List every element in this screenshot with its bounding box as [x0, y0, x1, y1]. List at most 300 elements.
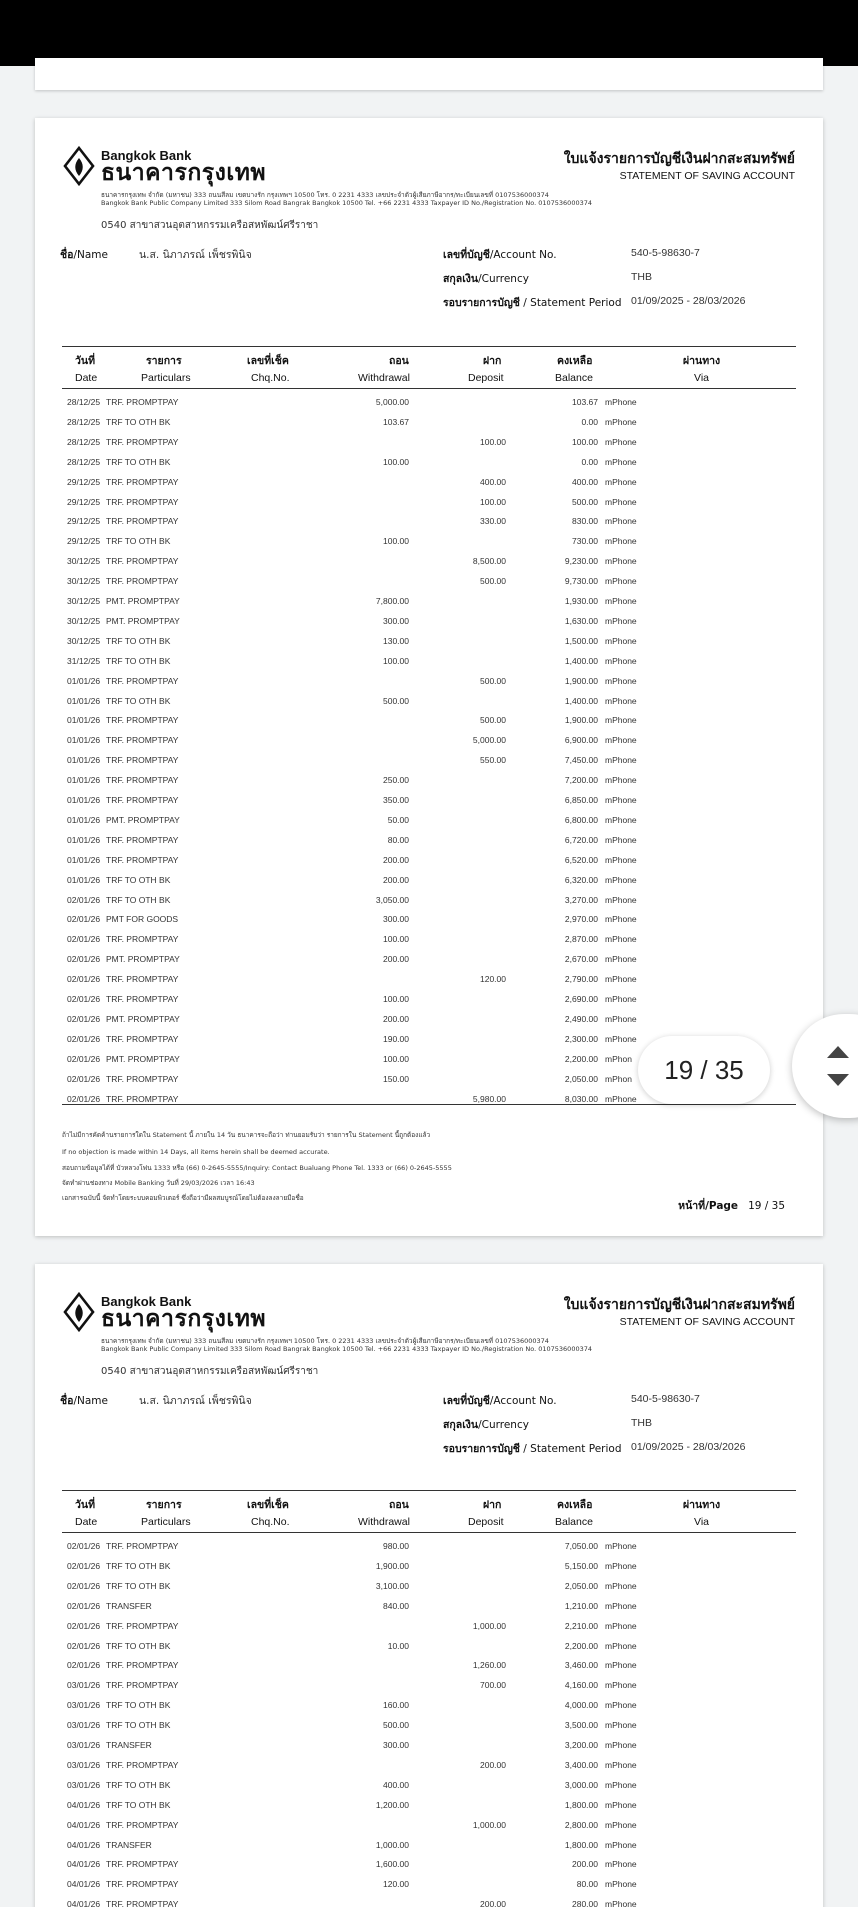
table-row: [62, 711, 796, 731]
row-date: 03/01/26: [67, 1700, 101, 1711]
row-date: 02/01/26: [67, 914, 101, 925]
row-via: mPhone: [605, 814, 637, 825]
table-row: [62, 1010, 796, 1030]
row-deposit: 8,500.00: [472, 556, 506, 567]
row-particulars: TRF. PROMPTPAY: [106, 1620, 179, 1631]
col-deposit-en: Deposit: [468, 372, 504, 384]
currency-value: THB: [631, 271, 652, 283]
row-withdrawal: 150.00: [383, 1073, 409, 1084]
table-row: [62, 572, 796, 592]
row-withdrawal: 300.00: [383, 1740, 409, 1750]
row-particulars: TRF. PROMPTPAY: [106, 1093, 179, 1104]
row-particulars: TRF TO OTH BK: [106, 416, 171, 427]
row-particulars: TRF TO OTH BK: [106, 695, 171, 706]
row-balance: 1,210.00: [564, 1600, 598, 1611]
row-particulars: TRF. PROMPTPAY: [106, 436, 179, 447]
statement-title-en: STATEMENT OF SAVING ACCOUNT: [619, 170, 795, 182]
row-particulars: TRF TO OTH BK: [106, 456, 171, 467]
row-via: mPhone: [605, 1541, 637, 1551]
row-balance: 3,500.00: [564, 1720, 598, 1731]
row-date: 30/12/25: [67, 576, 101, 587]
row-particulars: TRF. PROMPTPAY: [106, 715, 179, 726]
row-withdrawal: 100.00: [383, 1053, 409, 1064]
row-via: mPhone: [605, 854, 637, 865]
col-via-en: Via: [694, 1516, 709, 1528]
row-date: 02/01/26: [67, 934, 101, 945]
statement-period-value: 01/09/2025 - 28/03/2026: [631, 1441, 746, 1453]
table-row: [62, 791, 796, 811]
name-label: ชื่อ/Name: [60, 1395, 108, 1407]
row-via: mPhone: [605, 1680, 637, 1691]
account-no-value: 540-5-98630-7: [631, 1393, 700, 1405]
table-row: [62, 1716, 796, 1736]
row-deposit: 100.00: [480, 496, 506, 507]
row-withdrawal: 3,050.00: [375, 894, 409, 905]
currency-value: THB: [631, 1417, 652, 1429]
row-particulars: PMT. PROMPTPAY: [106, 1013, 180, 1024]
col-date-en: Date: [75, 372, 98, 384]
row-particulars: TRF. PROMPTPAY: [106, 1759, 179, 1770]
row-particulars: TRF. PROMPTPAY: [106, 556, 179, 567]
row-particulars: TRF. PROMPTPAY: [106, 994, 179, 1004]
row-deposit: 500.00: [480, 715, 506, 726]
row-date: 02/01/26: [67, 1053, 101, 1064]
table-bottom-line: [62, 1104, 796, 1105]
statement-period-label: รอบรายการบัญชี / Statement Period: [443, 297, 622, 309]
row-deposit: 5,980.00: [472, 1093, 506, 1104]
row-balance: 8,030.00: [564, 1093, 598, 1104]
row-particulars: TRF. PROMPTPAY: [106, 1859, 179, 1870]
row-date: 04/01/26: [67, 1899, 101, 1907]
row-deposit: 200.00: [480, 1899, 506, 1907]
row-withdrawal: 300.00: [383, 615, 409, 626]
table-row: [62, 532, 796, 552]
row-balance: 2,790.00: [564, 974, 598, 985]
row-date: 01/01/26: [67, 874, 101, 885]
row-balance: 9,230.00: [564, 556, 598, 567]
row-deposit: 550.00: [480, 755, 506, 766]
row-withdrawal: 80.00: [387, 834, 409, 845]
status-bar: [0, 0, 858, 66]
row-date: 02/01/26: [67, 1620, 101, 1631]
currency-label: สกุลเงิน/Currency: [443, 273, 529, 285]
row-withdrawal: 100.00: [383, 994, 409, 1004]
row-date: 04/01/26: [67, 1859, 101, 1870]
row-balance: 4,000.00: [564, 1700, 598, 1711]
row-date: 30/12/25: [67, 615, 101, 626]
table-row: [62, 970, 796, 990]
bank-address-th: ธนาคารกรุงเทพ จำกัด (มหาชน) 333 ถนนสีลม เขตบางรัก กรุงเทพฯ 10500 โทร. 0 2231 4333 เลขประจำตัวผู้เสียภาษีอากร/ทะเบียนเลขที่ 0107536000374: [101, 1337, 549, 1345]
table-row: [62, 1577, 796, 1597]
account-holder-name: น.ส. นิภาภรณ์ เพ็ชรพินิจ: [139, 1395, 252, 1407]
row-particulars: TRF TO OTH BK: [106, 1779, 171, 1790]
row-via: mPhone: [605, 1620, 637, 1631]
row-via: mPhone: [605, 1759, 637, 1770]
row-withdrawal: 100.00: [383, 934, 409, 945]
row-date: 03/01/26: [67, 1779, 101, 1790]
row-date: 02/01/26: [67, 1660, 101, 1671]
table-row: [62, 632, 796, 652]
row-particulars: TRF TO OTH BK: [106, 894, 171, 905]
table-row: [62, 552, 796, 572]
row-deposit: 1,000.00: [472, 1620, 506, 1631]
col-particulars-th: รายการ: [146, 355, 182, 367]
row-withdrawal: 1,900.00: [375, 1560, 409, 1571]
row-withdrawal: 980.00: [383, 1541, 409, 1551]
col-via-th: ผ่านทาง: [683, 1499, 721, 1511]
row-particulars: TRF TO OTH BK: [106, 1700, 171, 1711]
col-balance-en: Balance: [555, 1516, 593, 1528]
row-withdrawal: 840.00: [383, 1600, 409, 1611]
row-via: mPhone: [605, 516, 637, 527]
col-deposit-en: Deposit: [468, 1516, 504, 1528]
row-balance: 103.67: [572, 397, 598, 407]
row-deposit: 500.00: [480, 576, 506, 587]
row-via: mPhone: [605, 1859, 637, 1870]
row-date: 02/01/26: [67, 1093, 101, 1104]
table-header-top-line: [62, 1490, 796, 1491]
table-row: [62, 1537, 796, 1557]
row-via: mPhone: [605, 1720, 637, 1731]
row-via: mPhone: [605, 397, 637, 407]
row-deposit: 700.00: [480, 1680, 506, 1691]
footer-line-3: สอบถามข้อมูลได้ที่ บัวหลวงโฟน 1333 หรือ (66) 0-2645-5555/Inquiry: Contact Bualuang Phone Tel. 1333 or (66) 0-2645-5555: [62, 1164, 452, 1172]
col-date-th: วันที่: [75, 1499, 95, 1511]
row-balance: 2,670.00: [564, 954, 598, 965]
row-balance: 280.00: [572, 1899, 598, 1907]
table-row: [62, 751, 796, 771]
row-date: 01/01/26: [67, 775, 101, 786]
row-date: 31/12/25: [67, 655, 101, 666]
row-date: 04/01/26: [67, 1799, 101, 1810]
row-via: mPhone: [605, 556, 637, 567]
table-row: [62, 1756, 796, 1776]
row-balance: 3,270.00: [564, 894, 598, 905]
row-particulars: TRF. PROMPTPAY: [106, 1541, 179, 1551]
row-particulars: TRF. PROMPTPAY: [106, 1819, 179, 1830]
row-deposit: 200.00: [480, 1759, 506, 1770]
row-via: mPhone: [605, 974, 637, 985]
row-via: mPhone: [605, 576, 637, 587]
row-particulars: PMT. PROMPTPAY: [106, 954, 180, 965]
row-date: 29/12/25: [67, 516, 101, 527]
row-date: 01/01/26: [67, 715, 101, 726]
row-via: mPhone: [605, 755, 637, 766]
table-row: [62, 592, 796, 612]
row-date: 02/01/26: [67, 894, 101, 905]
row-balance: 2,300.00: [564, 1033, 598, 1044]
row-balance: 3,460.00: [564, 1660, 598, 1671]
row-date: 03/01/26: [67, 1680, 101, 1691]
row-balance: 7,050.00: [564, 1541, 598, 1551]
row-withdrawal: 200.00: [383, 854, 409, 865]
bank-name-en: Bangkok Bank: [101, 148, 192, 163]
row-date: 02/01/26: [67, 1600, 101, 1611]
row-balance: 0.00: [581, 456, 598, 467]
row-particulars: TRF. PROMPTPAY: [106, 1899, 179, 1907]
row-via: mPhone: [605, 715, 637, 726]
row-particulars: TRF. PROMPTPAY: [106, 397, 179, 407]
row-withdrawal: 1,000.00: [375, 1839, 409, 1850]
row-balance: 6,320.00: [564, 874, 598, 885]
row-via: mPhone: [605, 1839, 637, 1850]
row-date: 02/01/26: [67, 1033, 101, 1044]
name-label: ชื่อ/Name: [60, 249, 108, 261]
row-particulars: TRANSFER: [106, 1839, 152, 1850]
table-row: [62, 910, 796, 930]
row-particulars: TRF. PROMPTPAY: [106, 576, 179, 587]
row-balance: 6,850.00: [564, 795, 598, 805]
table-row: [62, 811, 796, 831]
row-date: 29/12/25: [67, 536, 101, 547]
row-via: mPhone: [605, 436, 637, 447]
row-date: 01/01/26: [67, 735, 101, 746]
row-balance: 400.00: [572, 476, 598, 487]
scroll-down-arrow-icon: [827, 1074, 849, 1086]
col-deposit-th: ฝาก: [483, 1499, 502, 1511]
row-particulars: PMT. PROMPTPAY: [106, 1053, 180, 1064]
col-chq-th: เลขที่เช็ค: [247, 1499, 289, 1511]
branch-name: 0540 สาขาสวนอุตสาหกรรมเครือสหพัฒน์ศรีราชา: [101, 1366, 319, 1377]
row-via: mPhon: [605, 1073, 632, 1084]
row-withdrawal: 300.00: [383, 914, 409, 925]
row-via: mPhone: [605, 934, 637, 945]
row-balance: 3,400.00: [564, 1759, 598, 1770]
row-balance: 2,490.00: [564, 1013, 598, 1024]
row-via: mPhone: [605, 874, 637, 885]
row-balance: 6,720.00: [564, 834, 598, 845]
table-row: [62, 512, 796, 532]
col-withdrawal-th: ถอน: [389, 1499, 409, 1511]
row-withdrawal: 200.00: [383, 1013, 409, 1024]
row-date: 03/01/26: [67, 1759, 101, 1770]
branch-name: 0540 สาขาสวนอุตสาหกรรมเครือสหพัฒน์ศรีราชา: [101, 220, 319, 231]
row-particulars: TRF TO OTH BK: [106, 1720, 171, 1731]
row-deposit: 500.00: [480, 675, 506, 686]
bangkok-bank-logo-icon: [63, 1292, 95, 1332]
row-balance: 1,400.00: [564, 655, 598, 666]
row-via: mPhone: [605, 1779, 637, 1790]
row-date: 29/12/25: [67, 496, 101, 507]
row-via: mPhone: [605, 834, 637, 845]
col-date-en: Date: [75, 1516, 98, 1528]
row-withdrawal: 190.00: [383, 1033, 409, 1044]
row-date: 01/01/26: [67, 795, 101, 805]
table-row: [62, 1637, 796, 1657]
table-row: [62, 1676, 796, 1696]
row-balance: 7,200.00: [564, 775, 598, 786]
table-row: [62, 672, 796, 692]
col-particulars-th: รายการ: [146, 1499, 182, 1511]
row-deposit: 1,260.00: [472, 1660, 506, 1671]
table-row: [62, 1736, 796, 1756]
row-balance: 1,900.00: [564, 675, 598, 686]
row-via: mPhone: [605, 954, 637, 965]
statement-period-value: 01/09/2025 - 28/03/2026: [631, 295, 746, 307]
row-via: mPhone: [605, 1580, 637, 1591]
table-row: [62, 393, 796, 413]
row-via: mPhone: [605, 914, 637, 925]
col-balance-en: Balance: [555, 372, 593, 384]
row-via: mPhone: [605, 416, 637, 427]
row-via: mPhone: [605, 894, 637, 905]
row-balance: 2,690.00: [564, 994, 598, 1004]
row-date: 30/12/25: [67, 596, 101, 606]
statement-title-en: STATEMENT OF SAVING ACCOUNT: [619, 1316, 795, 1328]
col-balance-th: คงเหลือ: [557, 1499, 593, 1511]
row-withdrawal: 200.00: [383, 874, 409, 885]
row-particulars: PMT. PROMPTPAY: [106, 814, 180, 825]
table-row: [62, 990, 796, 1010]
table-row: [62, 1855, 796, 1875]
row-date: 01/01/26: [67, 834, 101, 845]
col-via-en: Via: [694, 372, 709, 384]
row-via: mPhone: [605, 476, 637, 487]
row-balance: 3,200.00: [564, 1740, 598, 1750]
row-date: 30/12/25: [67, 635, 101, 646]
row-deposit: 100.00: [480, 436, 506, 447]
col-withdrawal-en: Withdrawal: [358, 1516, 410, 1528]
row-via: mPhone: [605, 994, 637, 1004]
row-balance: 1,800.00: [564, 1839, 598, 1850]
row-particulars: TRF TO OTH BK: [106, 1580, 171, 1591]
row-via: mPhone: [605, 1093, 637, 1104]
col-balance-th: คงเหลือ: [557, 355, 593, 367]
table-row: [62, 433, 796, 453]
col-particulars-en: Particulars: [141, 372, 191, 384]
row-balance: 200.00: [572, 1859, 598, 1870]
table-header-bottom-line: [62, 1532, 796, 1533]
row-date: 01/01/26: [67, 675, 101, 686]
row-particulars: TRF. PROMPTPAY: [106, 834, 179, 845]
row-date: 02/01/26: [67, 1073, 101, 1084]
col-chq-en: Chq.No.: [251, 372, 290, 384]
table-row: [62, 1597, 796, 1617]
bank-name-th: ธนาคารกรุงเทพ: [101, 1306, 267, 1332]
row-withdrawal: 350.00: [383, 795, 409, 805]
row-particulars: PMT. PROMPTPAY: [106, 615, 180, 626]
row-particulars: TRF. PROMPTPAY: [106, 1660, 179, 1671]
row-balance: 830.00: [572, 516, 598, 527]
row-withdrawal: 100.00: [383, 456, 409, 467]
col-particulars-en: Particulars: [141, 1516, 191, 1528]
account-no-value: 540-5-98630-7: [631, 247, 700, 259]
col-via-th: ผ่านทาง: [683, 355, 721, 367]
currency-label: สกุลเงิน/Currency: [443, 1419, 529, 1431]
row-via: mPhone: [605, 1640, 637, 1651]
row-particulars: TRANSFER: [106, 1600, 152, 1611]
row-withdrawal: 500.00: [383, 695, 409, 706]
row-via: mPhone: [605, 1660, 637, 1671]
table-header-top-line: [62, 346, 796, 347]
row-withdrawal: 5,000.00: [375, 397, 409, 407]
row-withdrawal: 160.00: [383, 1700, 409, 1711]
row-date: 02/01/26: [67, 954, 101, 965]
table-header-bottom-line: [62, 388, 796, 389]
bank-address-th: ธนาคารกรุงเทพ จำกัด (มหาชน) 333 ถนนสีลม เขตบางรัก กรุงเทพฯ 10500 โทร. 0 2231 4333 เลขประจำตัวผู้เสียภาษีอากร/ทะเบียนเลขที่ 0107536000374: [101, 191, 549, 199]
row-via: mPhone: [605, 1560, 637, 1571]
table-row: [62, 1696, 796, 1716]
row-particulars: TRF. PROMPTPAY: [106, 1073, 179, 1084]
table-row: [62, 1557, 796, 1577]
table-row: [62, 950, 796, 970]
row-balance: 6,900.00: [564, 735, 598, 746]
col-chq-en: Chq.No.: [251, 1516, 290, 1528]
row-particulars: TRF TO OTH BK: [106, 1799, 171, 1810]
page-indicator: 19 / 35: [638, 1036, 770, 1104]
row-balance: 9,730.00: [564, 576, 598, 587]
table-row: [62, 871, 796, 891]
row-balance: 0.00: [581, 416, 598, 427]
row-particulars: TRF. PROMPTPAY: [106, 476, 179, 487]
row-date: 28/12/25: [67, 416, 101, 427]
table-row: [62, 1796, 796, 1816]
row-deposit: 1,000.00: [472, 1819, 506, 1830]
row-particulars: TRF. PROMPTPAY: [106, 974, 179, 985]
row-date: 02/01/26: [67, 1560, 101, 1571]
table-row: [62, 1776, 796, 1796]
row-particulars: PMT. PROMPTPAY: [106, 596, 180, 606]
row-particulars: TRF TO OTH BK: [106, 635, 171, 646]
row-date: 01/01/26: [67, 814, 101, 825]
bank-name-th: ธนาคารกรุงเทพ: [101, 160, 267, 186]
row-particulars: TRF. PROMPTPAY: [106, 854, 179, 865]
row-balance: 1,900.00: [564, 715, 598, 726]
row-via: mPhone: [605, 536, 637, 547]
row-date: 28/12/25: [67, 436, 101, 447]
table-row: [62, 1816, 796, 1836]
row-particulars: TRF. PROMPTPAY: [106, 934, 179, 945]
row-balance: 2,050.00: [564, 1580, 598, 1591]
previous-page-edge: [35, 58, 823, 90]
row-particulars: PMT FOR GOODS: [106, 914, 179, 925]
row-particulars: TRANSFER: [106, 1740, 152, 1750]
bank-name-en: Bangkok Bank: [101, 1294, 192, 1309]
row-via: mPhone: [605, 1033, 637, 1044]
row-particulars: TRF. PROMPTPAY: [106, 755, 179, 766]
row-particulars: TRF. PROMPTPAY: [106, 775, 179, 786]
table-row: [62, 891, 796, 911]
row-particulars: TRF. PROMPTPAY: [106, 735, 179, 746]
table-row: [62, 851, 796, 871]
row-balance: 1,630.00: [564, 615, 598, 626]
row-via: mPhone: [605, 775, 637, 786]
row-balance: 2,970.00: [564, 914, 598, 925]
row-particulars: TRF. PROMPTPAY: [106, 675, 179, 686]
row-via: mPhone: [605, 655, 637, 666]
row-particulars: TRF TO OTH BK: [106, 874, 171, 885]
row-balance: 2,870.00: [564, 934, 598, 945]
row-via: mPhone: [605, 1013, 637, 1024]
row-withdrawal: 7,800.00: [375, 596, 409, 606]
row-via: mPhone: [605, 695, 637, 706]
row-withdrawal: 50.00: [387, 814, 409, 825]
row-date: 30/12/25: [67, 556, 101, 567]
page-number: หน้าที่/Page 19 / 35: [678, 1200, 785, 1212]
row-via: mPhone: [605, 675, 637, 686]
table-row: [62, 1875, 796, 1895]
row-via: mPhone: [605, 1700, 637, 1711]
row-balance: 1,500.00: [564, 635, 598, 646]
row-date: 01/01/26: [67, 755, 101, 766]
row-particulars: TRF TO OTH BK: [106, 536, 171, 547]
row-withdrawal: 120.00: [383, 1879, 409, 1890]
row-date: 28/12/25: [67, 397, 101, 407]
row-balance: 6,520.00: [564, 854, 598, 865]
footer-line-2: If no objection is made within 14 Days, all items herein shall be deemed accurate.: [62, 1148, 330, 1156]
row-deposit: 330.00: [480, 516, 506, 527]
row-via: mPhone: [605, 735, 637, 746]
